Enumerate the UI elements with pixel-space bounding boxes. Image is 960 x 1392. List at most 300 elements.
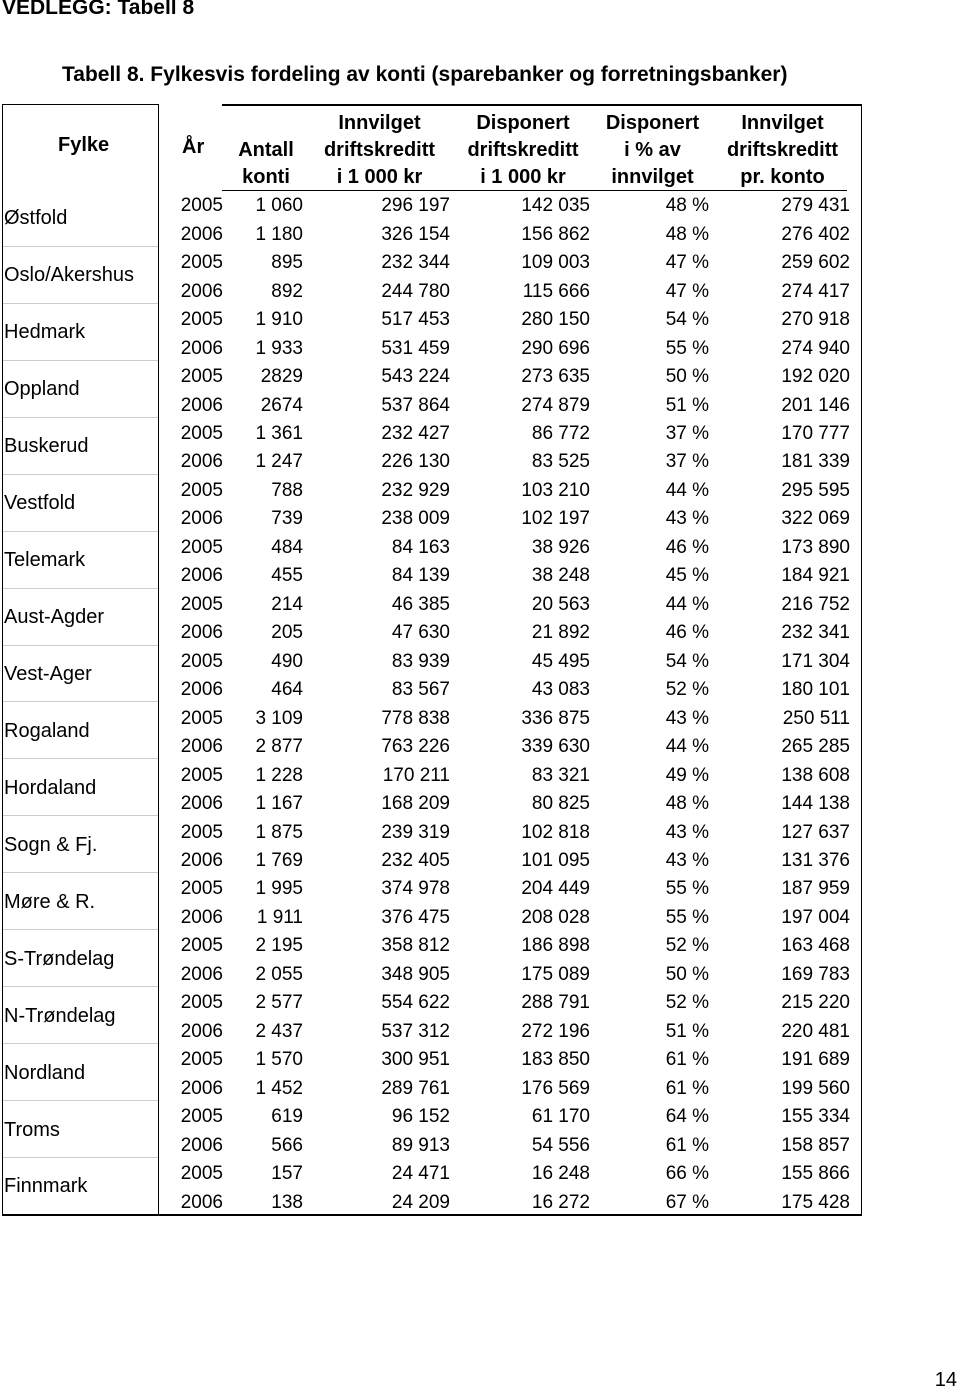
table-row [160,648,850,676]
table-row [160,619,850,647]
disponert-cell: 45 495 [531,650,590,672]
per-konto-cell: 131 376 [781,850,850,872]
disponert-pct-cell: 64 % [665,1106,709,1128]
per-konto-cell: 138 608 [781,764,850,786]
header-innvilget-line2: driftskreditt [323,139,436,161]
table-row [160,334,850,362]
innvilget-cell: 531 459 [381,337,450,359]
fylke-label: Oslo/Akershus [4,264,135,287]
table-row [160,790,850,818]
disponert-pct-cell: 49 % [665,764,709,786]
fylke-label: Sogn & Fj. [4,833,98,856]
header-per-konto-line2: driftskreditt [726,139,839,161]
table-row [160,761,850,789]
disponert-pct-cell: 51 % [665,1020,709,1042]
innvilget-cell: 232 405 [381,850,450,872]
table-row [160,704,850,732]
table-row [160,306,850,334]
year-cell: 2006 [180,451,223,473]
disponert-cell: 20 563 [531,593,590,615]
fylke-label: S-Trøndelag [4,947,115,970]
year-cell: 2005 [180,479,223,501]
disponert-cell: 274 879 [521,394,590,416]
antall-cell: 1 228 [255,764,303,786]
antall-cell: 484 [271,536,303,558]
year-cell: 2005 [180,1106,223,1128]
year-cell: 2006 [180,1191,223,1213]
innvilget-cell: 226 130 [381,451,450,473]
fylke-label: Vestfold [4,492,76,515]
disponert-cell: 109 003 [521,252,590,274]
per-konto-cell: 180 101 [781,679,850,701]
table-row [160,277,850,305]
year-cell: 2005 [180,366,223,388]
disponert-pct-cell: 54 % [665,309,709,331]
disponert-cell: 290 696 [521,337,590,359]
disponert-cell: 103 210 [521,479,590,501]
table-row [160,932,850,960]
year-cell: 2005 [180,422,223,444]
table-row [160,818,850,846]
fylke-separator [3,474,158,475]
year-cell: 2005 [180,536,223,558]
antall-cell: 1 167 [255,793,303,815]
table-row [160,505,850,533]
fylke-separator [3,531,158,532]
fylke-label: Nordland [4,1061,86,1084]
year-cell: 2006 [180,793,223,815]
antall-cell: 892 [271,280,303,302]
disponert-pct-cell: 43 % [665,508,709,530]
disponert-pct-cell: 48 % [665,195,709,217]
innvilget-cell: 238 009 [381,508,450,530]
per-konto-cell: 197 004 [781,906,850,928]
year-cell: 2006 [180,565,223,587]
fylke-separator [3,303,158,304]
year-cell: 2005 [180,992,223,1014]
fylke-separator [3,758,158,759]
innvilget-cell: 232 344 [381,252,450,274]
year-cell: 2006 [180,963,223,985]
disponert-pct-cell: 44 % [665,593,709,615]
innvilget-cell: 83 939 [391,650,450,672]
antall-cell: 1 875 [255,821,303,843]
year-cell: 2005 [180,1163,223,1185]
header-per-konto-line3: pr. konto [740,166,825,188]
per-konto-cell: 274 417 [781,280,850,302]
disponert-pct-cell: 44 % [665,479,709,501]
table-caption: Tabell 8. Fylkesvis fordeling av konti (sparebanker og forretningsbanker) [62,63,788,86]
disponert-cell: 102 818 [521,821,590,843]
per-konto-cell: 155 866 [781,1163,850,1185]
fylke-label: Rogaland [4,719,90,742]
header-aar: År [182,136,205,158]
disponert-cell: 336 875 [521,707,590,729]
per-konto-cell: 181 339 [781,451,850,473]
disponert-pct-cell: 54 % [665,650,709,672]
fylke-label: Hordaland [4,776,97,799]
antall-cell: 1 911 [256,906,303,928]
year-cell: 2006 [180,1134,223,1156]
year-cell: 2006 [180,1020,223,1042]
antall-cell: 1 247 [255,451,303,473]
antall-cell: 1 452 [255,1077,303,1099]
header-disponert-line1: Disponert [476,112,570,134]
year-cell: 2005 [180,252,223,274]
per-konto-cell: 274 940 [781,337,850,359]
innvilget-cell: 24 209 [391,1191,450,1213]
fylke-label: Aust-Agder [4,606,105,629]
antall-cell: 1 933 [255,337,303,359]
disponert-cell: 102 197 [521,508,590,530]
header-disponert-pct-line1: Disponert [605,112,700,134]
table-top-rule [222,104,862,106]
antall-cell: 2 877 [255,736,303,758]
year-cell: 2005 [180,935,223,957]
year-cell: 2005 [180,309,223,331]
table-row [160,534,850,562]
disponert-pct-cell: 46 % [665,622,709,644]
table-row [160,1103,850,1131]
table-row [160,363,850,391]
disponert-cell: 83 525 [531,451,590,473]
disponert-pct-cell: 46 % [665,536,709,558]
disponert-pct-cell: 47 % [665,252,709,274]
table-row [160,1018,850,1046]
header-disponert-pct-line2: i % av [624,139,681,161]
per-konto-cell: 322 069 [781,508,850,530]
table-row [160,591,850,619]
innvilget-cell: 537 312 [381,1020,450,1042]
per-konto-cell: 184 921 [781,565,850,587]
year-cell: 2006 [180,736,223,758]
disponert-cell: 83 321 [531,764,590,786]
fylke-label: Møre & R. [4,890,96,913]
fylke-separator [3,986,158,987]
innvilget-cell: 289 761 [381,1077,450,1099]
header-disponert-pct-line3: innvilget [611,166,694,188]
year-cell: 2005 [180,764,223,786]
year-cell: 2005 [180,593,223,615]
disponert-pct-cell: 45 % [665,565,709,587]
per-konto-cell: 216 752 [781,593,850,615]
header-disponert-pct [593,110,712,191]
disponert-cell: 61 170 [531,1106,590,1128]
fylke-separator [3,417,158,418]
innvilget-cell: 96 152 [391,1106,450,1128]
disponert-cell: 86 772 [531,422,590,444]
header-innvilget [306,110,453,191]
fylke-separator [3,1100,158,1101]
disponert-cell: 186 898 [521,935,590,957]
table-row [160,733,850,761]
antall-cell: 2829 [260,366,303,388]
table-row [160,192,850,220]
header-antall-line1: Antall [238,139,294,161]
innvilget-cell: 47 630 [391,622,450,644]
per-konto-cell: 295 595 [781,479,850,501]
fylke-label: Troms [4,1118,60,1141]
disponert-cell: 208 028 [521,906,590,928]
antall-cell: 2 055 [255,963,303,985]
year-cell: 2006 [180,850,223,872]
year-cell: 2005 [180,707,223,729]
page-number: 14 [934,1369,957,1391]
header-innvilget-line1: Innvilget [338,112,421,134]
disponert-pct-cell: 52 % [665,679,709,701]
per-konto-cell: 191 689 [781,1049,850,1071]
per-konto-cell: 192 020 [781,366,850,388]
table-row [160,1188,850,1216]
disponert-cell: 101 095 [521,850,590,872]
innvilget-cell: 46 385 [391,593,450,615]
disponert-pct-cell: 55 % [665,878,709,900]
antall-cell: 739 [271,508,303,530]
table-row [160,448,850,476]
innvilget-cell: 170 211 [382,764,450,786]
disponert-cell: 80 825 [531,793,590,815]
table-row [160,477,850,505]
table-row [160,420,850,448]
year-cell: 2005 [180,878,223,900]
table-row [160,904,850,932]
per-konto-cell: 199 560 [781,1077,850,1099]
disponert-pct-cell: 51 % [665,394,709,416]
fylke-separator [3,1043,158,1044]
table-row [160,562,850,590]
table-row [160,249,850,277]
per-konto-cell: 173 890 [781,536,850,558]
antall-cell: 1 769 [255,850,303,872]
fylke-label: Finnmark [4,1175,88,1198]
innvilget-cell: 326 154 [381,223,450,245]
antall-cell: 138 [271,1191,303,1213]
disponert-pct-cell: 55 % [665,906,709,928]
innvilget-cell: 84 163 [391,536,450,558]
innvilget-cell: 232 427 [381,422,450,444]
innvilget-cell: 763 226 [381,736,450,758]
innvilget-cell: 24 471 [391,1163,450,1185]
disponert-pct-cell: 50 % [665,366,709,388]
fylke-separator [3,588,158,589]
fylke-separator [3,1157,158,1158]
innvilget-cell: 239 319 [381,821,450,843]
disponert-pct-cell: 48 % [665,223,709,245]
fylke-label: Telemark [4,549,86,572]
fylke-separator [3,701,158,702]
innvilget-cell: 554 622 [381,992,450,1014]
year-cell: 2006 [180,679,223,701]
year-cell: 2006 [180,223,223,245]
fylke-label: N-Trøndelag [4,1004,116,1027]
disponert-pct-cell: 55 % [665,337,709,359]
header-antall-line2: konti [242,166,290,188]
disponert-cell: 280 150 [521,309,590,331]
antall-cell: 619 [271,1106,303,1128]
innvilget-cell: 296 197 [381,195,450,217]
disponert-cell: 115 666 [522,280,590,302]
table-row [160,391,850,419]
header-disponert-line3: i 1 000 kr [480,166,566,188]
fylke-separator [3,360,158,361]
innvilget-cell: 543 224 [381,366,450,388]
disponert-pct-cell: 52 % [665,992,709,1014]
table-row [160,220,850,248]
antall-cell: 2 437 [255,1020,303,1042]
fylke-separator [3,929,158,930]
disponert-pct-cell: 50 % [665,963,709,985]
innvilget-cell: 348 905 [381,963,450,985]
per-konto-cell: 259 602 [781,252,850,274]
antall-cell: 1 570 [255,1049,303,1071]
disponert-cell: 273 635 [521,366,590,388]
antall-cell: 3 109 [255,707,303,729]
fylke-label: Oppland [4,378,80,401]
appendix-label: VEDLEGG: Tabell 8 [2,0,195,19]
per-konto-cell: 220 481 [781,1020,850,1042]
per-konto-cell: 171 304 [781,650,850,672]
disponert-pct-cell: 43 % [665,707,709,729]
innvilget-cell: 168 209 [381,793,450,815]
disponert-pct-cell: 37 % [665,451,709,473]
per-konto-cell: 163 468 [781,935,850,957]
fylke-separator [3,246,158,247]
header-innvilget-line3: i 1 000 kr [336,166,423,188]
year-cell: 2006 [180,337,223,359]
per-konto-cell: 265 285 [781,736,850,758]
antall-cell: 2 577 [255,992,303,1014]
antall-cell: 2674 [260,394,303,416]
disponert-cell: 175 089 [521,963,590,985]
year-cell: 2005 [180,1049,223,1071]
antall-cell: 2 195 [255,935,303,957]
per-konto-cell: 175 428 [781,1191,850,1213]
per-konto-cell: 155 334 [781,1106,850,1128]
year-cell: 2006 [180,280,223,302]
disponert-cell: 54 556 [531,1134,590,1156]
header-fylke: Fylke [58,134,110,156]
innvilget-cell: 89 913 [391,1134,450,1156]
table-row [160,1075,850,1103]
innvilget-cell: 244 780 [381,280,450,302]
data-table-body [160,192,850,1217]
data-table [160,192,850,1217]
fylke-separator [3,872,158,873]
disponert-cell: 156 862 [521,223,590,245]
disponert-cell: 43 083 [531,679,590,701]
per-konto-cell: 276 402 [781,223,850,245]
disponert-pct-cell: 61 % [665,1049,709,1071]
fylke-separator [3,815,158,816]
disponert-pct-cell: 66 % [665,1163,709,1185]
disponert-pct-cell: 67 % [665,1191,709,1213]
table-row [160,847,850,875]
per-konto-cell: 169 783 [781,963,850,985]
per-konto-cell: 279 431 [781,195,850,217]
innvilget-cell: 300 951 [381,1049,450,1071]
innvilget-cell: 232 929 [381,479,450,501]
antall-cell: 566 [271,1134,303,1156]
header-per-konto-line1: Innvilget [741,112,824,134]
fylke-label: Vest-Ager [4,662,92,685]
table-row [160,1160,850,1188]
innvilget-cell: 358 812 [381,935,450,957]
innvilget-cell: 84 139 [391,565,450,587]
disponert-pct-cell: 61 % [665,1077,709,1099]
disponert-pct-cell: 37 % [665,422,709,444]
fylke-label: Buskerud [4,435,89,458]
year-cell: 2006 [180,622,223,644]
header-innvilget-per-konto [712,110,853,191]
table-row [160,875,850,903]
disponert-cell: 204 449 [521,878,590,900]
disponert-cell: 21 892 [531,622,590,644]
antall-cell: 1 361 [255,422,303,444]
table-row [160,676,850,704]
antall-cell: 1 910 [255,309,303,331]
year-cell: 2005 [180,650,223,672]
year-cell: 2006 [180,394,223,416]
fylke-separator [3,645,158,646]
year-cell: 2006 [180,508,223,530]
innvilget-cell: 376 475 [381,906,450,928]
disponert-cell: 16 272 [531,1191,590,1213]
disponert-cell: 16 248 [531,1163,590,1185]
disponert-cell: 272 196 [521,1020,590,1042]
disponert-cell: 38 926 [531,536,590,558]
disponert-pct-cell: 43 % [665,850,709,872]
antall-cell: 455 [271,565,303,587]
per-konto-cell: 158 857 [781,1134,850,1156]
disponert-pct-cell: 61 % [665,1134,709,1156]
year-cell: 2005 [180,821,223,843]
per-konto-cell: 187 959 [781,878,850,900]
per-konto-cell: 270 918 [781,309,850,331]
disponert-pct-cell: 47 % [665,280,709,302]
disponert-cell: 38 248 [531,565,590,587]
per-konto-cell: 127 637 [781,821,850,843]
table-row [160,961,850,989]
disponert-pct-cell: 48 % [665,793,709,815]
innvilget-cell: 517 453 [381,309,450,331]
year-cell: 2006 [180,906,223,928]
year-cell: 2005 [180,195,223,217]
innvilget-cell: 374 978 [381,878,450,900]
disponert-pct-cell: 44 % [665,736,709,758]
antall-cell: 205 [271,622,303,644]
antall-cell: 895 [271,252,303,274]
header-disponert-line2: driftskreditt [467,139,579,161]
header-disponert [453,110,593,191]
table-row [160,1046,850,1074]
disponert-cell: 176 569 [521,1077,590,1099]
innvilget-cell: 83 567 [391,679,450,701]
per-konto-cell: 201 146 [781,394,850,416]
table-row [160,989,850,1017]
fylke-label: Østfold [4,207,68,230]
antall-cell: 214 [271,593,303,615]
year-cell: 2006 [180,1077,223,1099]
table-right-rule [861,106,862,1216]
antall-cell: 490 [271,650,303,672]
antall-cell: 464 [271,679,303,701]
antall-cell: 1 995 [255,878,303,900]
per-konto-cell: 250 511 [782,707,850,729]
innvilget-cell: 778 838 [381,707,450,729]
innvilget-cell: 537 864 [381,394,450,416]
disponert-pct-cell: 52 % [665,935,709,957]
disponert-pct-cell: 43 % [665,821,709,843]
